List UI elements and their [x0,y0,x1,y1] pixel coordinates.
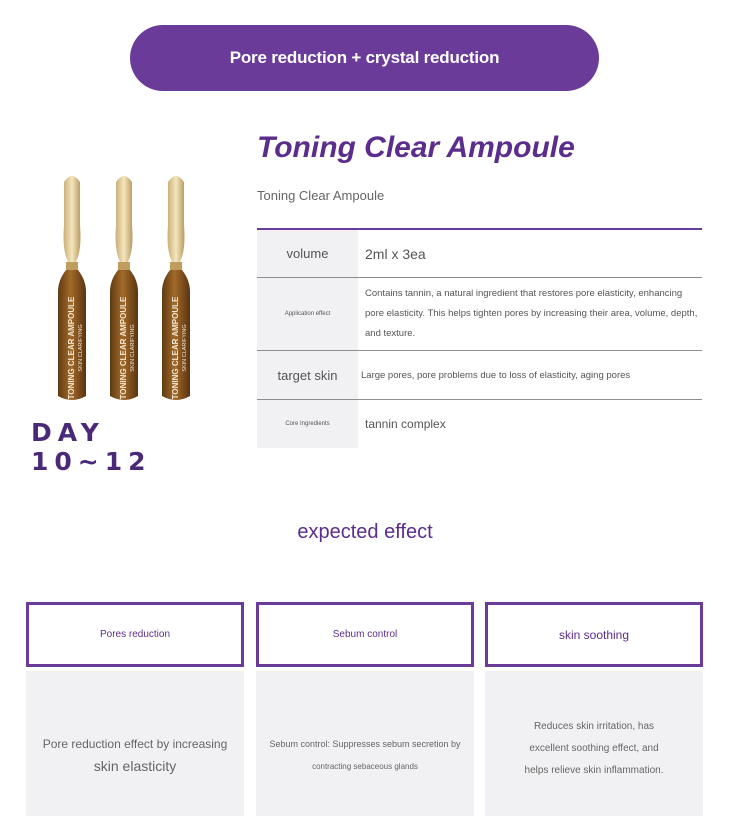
ampoule-label-text: TONING CLEAR AMPOULE [119,296,128,400]
ampoule-tag-text: SKIN CLARIFYING [78,324,84,372]
effect-body-line: Pore reduction effect by increasing [42,737,228,751]
effect-card-sebum [256,602,474,816]
spec-label: Core Ingredients [257,400,358,448]
effect-card-body [485,671,703,816]
effect-body-line: helps relieve skin inflammation. [524,764,664,776]
spec-value: 2ml x 3ea [365,245,426,262]
expected-effect-heading: expected effect [297,521,433,543]
effect-body-line: Reduces skin irritation, has [533,720,655,732]
day-label: DAY 10~12 [31,418,152,476]
ampoule-vial-image [102,170,146,402]
spec-row-volume [257,230,702,278]
effect-card-body [256,671,474,816]
ampoule-vial-image [154,170,198,402]
product-title: Toning Clear Ampoule [257,131,575,164]
product-subtitle: Toning Clear Ampoule [257,188,385,203]
ampoule-tag-text: SKIN CLARIFYING [182,324,188,372]
effect-body-line: skin elasticity [93,758,177,774]
spec-label: volume [257,230,358,277]
effect-card-title: skin soothing [485,602,703,667]
headline-banner: Pore reduction + crystal reduction [130,25,599,91]
spec-value: Contains tannin, a natural ingredient that restores pore elasticity, enhancing pore elasticity. This helps tighten pores by increasing their area, volume, depth, and texture. [365,288,698,339]
effect-card-soothing [485,602,703,816]
effect-card-body [26,671,244,816]
ampoule-tag-text: SKIN CLARIFYING [130,324,136,372]
spec-label: Application effect [257,278,358,350]
spec-row-target-skin [257,351,702,400]
ampoule-vial-image [50,170,94,402]
spec-table [257,228,702,448]
spec-row-application-effect [257,278,702,351]
effect-card-title: Pores reduction [26,602,244,667]
effect-body-line: Sebum control: Suppresses sebum secretion by [269,739,461,749]
effect-card-title: Sebum control [256,602,474,667]
ampoule-label-text: TONING CLEAR AMPOULE [67,296,76,400]
effect-body-line: contracting sebaceous glands [312,762,418,771]
spec-label: target skin [257,351,358,399]
spec-row-core-ingredients [257,400,702,448]
effect-body-line: excellent soothing effect, and [529,742,659,754]
ampoule-label-text: TONING CLEAR AMPOULE [171,296,180,400]
spec-value: tannin complex [365,417,446,431]
spec-value: Large pores, pore problems due to loss of elasticity, aging pores [361,369,631,381]
effect-card-pores [26,602,244,816]
ampoule-product-image [40,170,220,410]
